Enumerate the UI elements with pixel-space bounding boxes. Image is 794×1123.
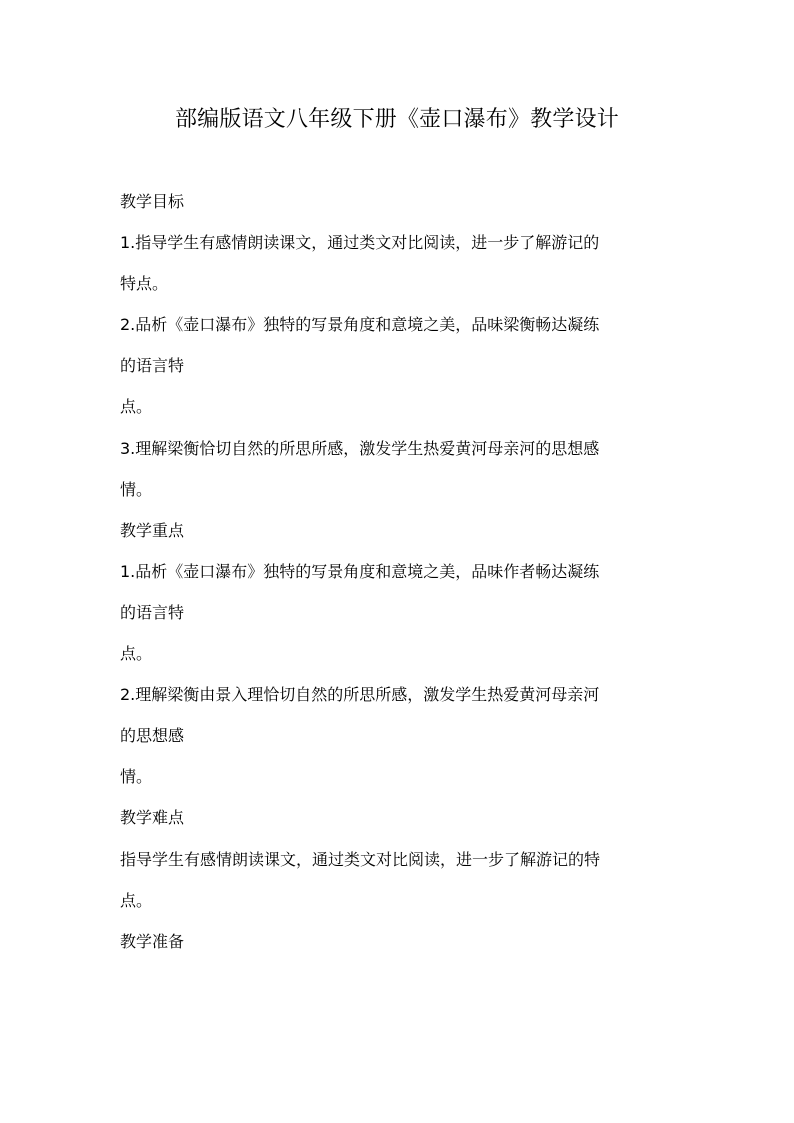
goal-3-line-2: 情。 <box>120 479 153 499</box>
goal-3-line-1: 3.理解梁衡恰切自然的所思所感，激发学生热爱黄河母亲河的思想感 <box>120 438 600 458</box>
section-heading-preparation: 教学准备 <box>120 931 185 951</box>
key-point-1-line-1: 1.品析《壶口瀑布》独特的写景角度和意境之美，品味作者畅达凝练 <box>120 561 600 581</box>
goal-2-line-3: 点。 <box>120 397 153 417</box>
section-heading-teaching-goals: 教学目标 <box>120 192 185 211</box>
goal-1-line-1: 1.指导学生有感情朗读课文，通过类文对比阅读，进一步了解游记的 <box>120 233 600 253</box>
key-point-2-line-2: 的思想感 <box>120 726 185 746</box>
document-title: 部编版语文八年级下册《壶口瀑布》教学设计 <box>174 107 619 132</box>
document-body <box>120 181 680 962</box>
difficulty-line-2: 点。 <box>120 890 153 910</box>
goal-2-line-1: 2.品析《壶口瀑布》独特的写景角度和意境之美，品味梁衡畅达凝练 <box>120 315 600 335</box>
key-point-1-line-2: 的语言特 <box>120 602 185 622</box>
difficulty-line-1: 指导学生有感情朗读课文，通过类文对比阅读，进一步了解游记的特 <box>120 849 601 869</box>
key-point-1-line-3: 点。 <box>120 644 153 664</box>
key-point-2-line-3: 情。 <box>120 767 153 787</box>
section-heading-difficulties: 教学难点 <box>120 808 185 828</box>
section-heading-key-points: 教学重点 <box>120 520 185 540</box>
key-point-2-line-1: 2.理解梁衡由景入理恰切自然的所思所感，激发学生热爱黄河母亲河 <box>120 685 600 705</box>
goal-2-line-2: 的语言特 <box>120 356 185 376</box>
goal-1-line-2: 特点。 <box>120 274 169 294</box>
